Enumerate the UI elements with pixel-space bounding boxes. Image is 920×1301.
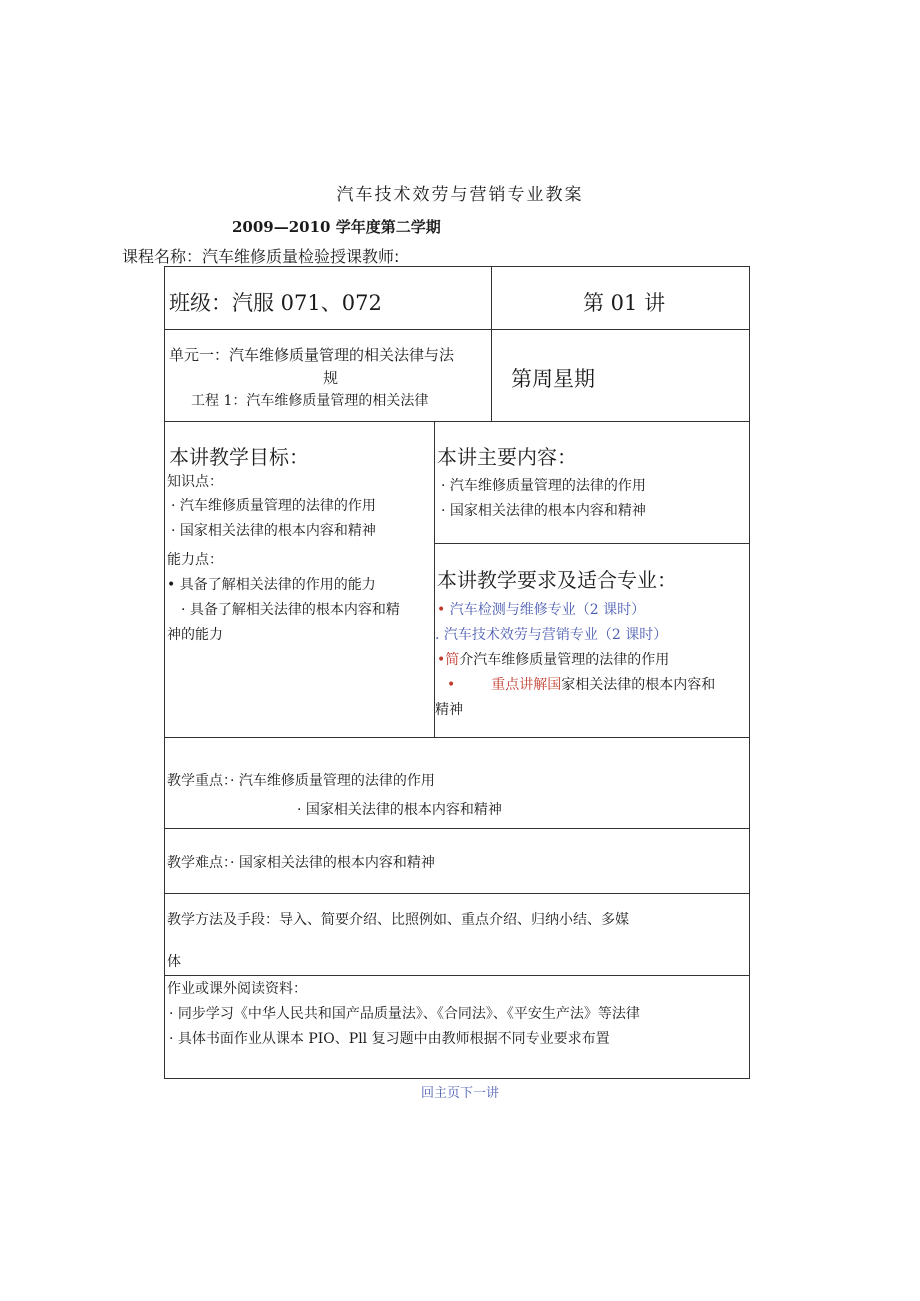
methods-line1: 教学方法及手段：导入、简要介绍、比照例如、重点介绍、归纳小结、多媒: [167, 912, 629, 928]
homework-item: · 同步学习《中华人民共和国产品质量法》、《合同法》、《平安生产法》等法律: [169, 1006, 640, 1022]
requirement-text: 介汽车维修质量管理的法律的作用: [459, 652, 670, 668]
requirement-text: 汽车检测与维修专业（2 课时）: [449, 602, 646, 618]
main-content-item: · 汽车维修质量管理的法律的作用: [441, 478, 646, 494]
difficult-points-line: [167, 852, 435, 872]
knowledge-item: · 汽车维修质量管理的法律的作用: [171, 498, 376, 514]
lecture-number: 第 01 讲: [583, 291, 666, 315]
week-day: 第周星期: [511, 367, 595, 391]
main-content-item: · 国家相关法律的根本内容和精神: [441, 503, 646, 519]
homework-label: 作业或课外阅读资料：: [167, 981, 307, 997]
class-label: 班级：汽服 071、072: [169, 291, 382, 315]
requirement-item: [437, 599, 645, 619]
knowledge-item: · 国家相关法律的根本内容和精神: [171, 523, 376, 539]
bullet: •: [437, 652, 446, 668]
difficult-points-label: 教学难点：: [167, 855, 230, 871]
document-title: 汽车技术效劳与营销专业教案: [336, 185, 584, 205]
key-points-label: 教学重点：: [167, 773, 230, 789]
main-content-heading: 本讲主要内容：: [437, 445, 577, 469]
key-point-item: · 国家相关法律的根本内容和精神: [297, 802, 502, 818]
project-title: 工程 1：汽车维修质量管理的相关法律: [191, 393, 429, 409]
next-lecture-link[interactable]: 下一讲: [460, 1086, 500, 1101]
course-line: 课程名称：汽车维修质量检验授课教师:: [122, 247, 400, 266]
unit-title-line2: 规: [323, 369, 339, 387]
requirement-item: [437, 649, 669, 669]
methods-line2: 体: [167, 954, 181, 970]
difficult-point-item: · 国家相关法律的根本内容和精神: [230, 855, 435, 871]
key-points-line1: [167, 770, 435, 790]
key-point-item: · 汽车维修质量管理的法律的作用: [230, 773, 435, 789]
requirement-item-continued: 精神: [435, 702, 463, 718]
homework-item: · 具体书面作业从课本 PIO、Pll 复习题中由教师根据不同专业要求布置: [169, 1031, 610, 1047]
knowledge-label: 知识点：: [167, 474, 223, 490]
footer-nav: [0, 1082, 920, 1101]
objectives-heading: 本讲教学目标：: [169, 445, 309, 469]
home-link[interactable]: 回主页: [420, 1086, 460, 1101]
requirement-red-text: 简: [445, 652, 460, 668]
requirement-item: . 汽车技术效劳与营销专业（2 课时）: [435, 627, 668, 643]
ability-item: • 具备了解相关法律的作用的能力: [167, 577, 376, 593]
bullet: •: [447, 677, 456, 693]
requirement-red-text: 重点讲解国: [491, 677, 562, 693]
unit-title-line1: 单元一：汽车维修质量管理的相关法律与法: [169, 346, 455, 364]
ability-item: · 具备了解相关法律的根本内容和精: [181, 602, 400, 618]
ability-label: 能力点：: [167, 552, 223, 568]
ability-item-continued: 神的能力: [167, 627, 223, 643]
requirements-heading: 本讲教学要求及适合专业：: [437, 568, 677, 592]
term-line: 2009—2010 学年度第二学期: [232, 218, 441, 236]
bullet: •: [437, 602, 446, 618]
requirement-item: [447, 674, 715, 694]
requirement-text: 家相关法律的根本内容和: [561, 677, 716, 693]
lesson-table: [164, 266, 750, 1079]
